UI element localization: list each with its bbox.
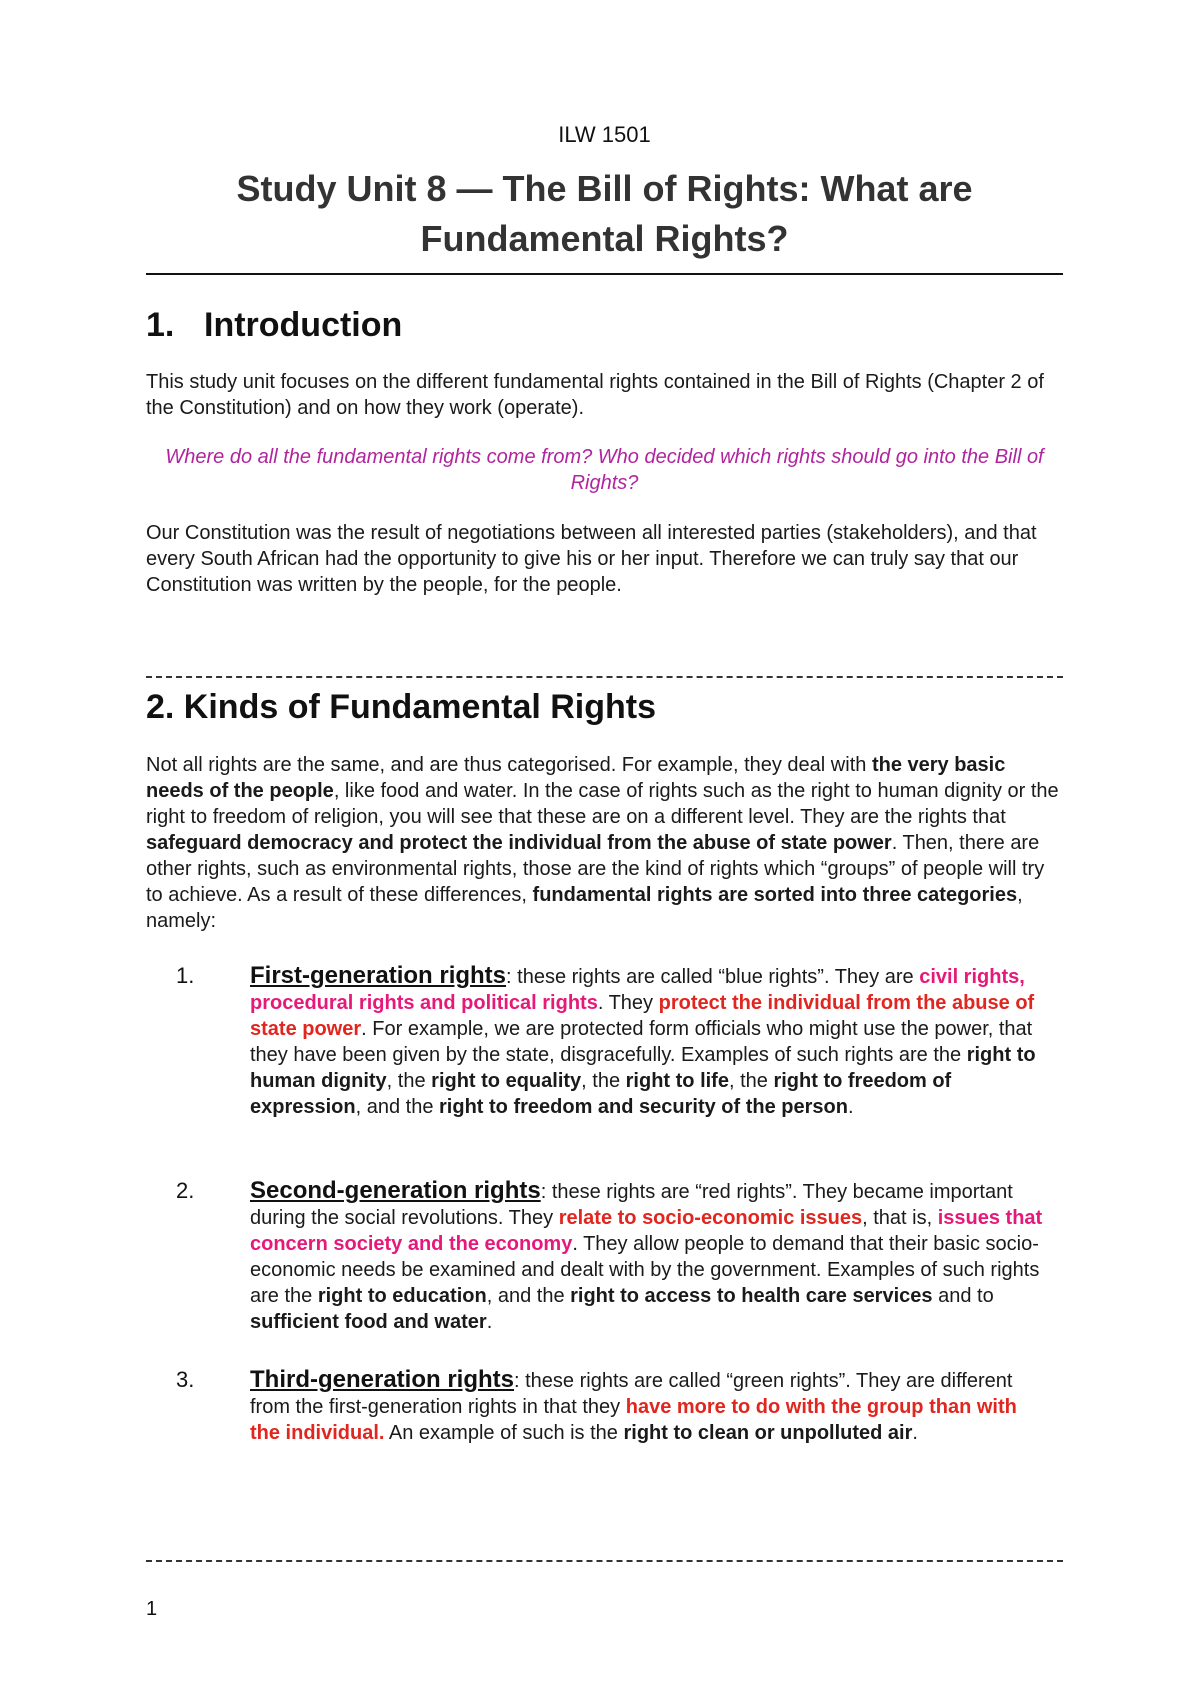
emphasis-safeguard-democracy: safeguard democracy and protect the individual from the abuse of state power xyxy=(146,832,892,854)
section-1-heading xyxy=(146,306,402,345)
list-marker: 2. xyxy=(176,1178,195,1203)
intro-paragraph: This study unit focuses on the different fundamental rights contained in the Bill of Rights (Chapter 2 of the Constitution) and on how they work (operate). xyxy=(146,371,1044,419)
term-third-generation: Third-generation rights xyxy=(250,1366,514,1393)
section-divider xyxy=(146,676,1063,678)
document-page xyxy=(146,0,1063,1696)
term-first-generation: First-generation rights xyxy=(250,962,507,989)
list-item-text: Second-generation rights: these rights are “red rights”. They became important during the social revolutions. They relate to socio-economic issues, that is, issues that concern society and the economy. They allow people to demand that their basic socio-economic needs be examined and dealt with by the government. Examples of such rights are the right to education, and the right to access to health care services and to sufficient food and water. xyxy=(250,1177,1043,1333)
page-number: 1 xyxy=(146,1598,158,1620)
course-code: ILW 1501 xyxy=(558,122,651,147)
list-item-text: First-generation rights: these rights are called “blue rights”. They are civil rights, procedural rights and political rights. They protect the individual from the abuse of state power. For example, we are protected form officials who might use the power, that they have been given by the state, disgracefully. Examples of such rights are the right to human dignity, the right to equality, the right to life, the right to freedom of expression, and the right to freedom and security of the person. xyxy=(250,962,1036,1118)
document-title: Study Unit 8 — The Bill of Rights: What are Fundamental Rights? xyxy=(236,168,973,259)
emphasis-three-categories: fundamental rights are sorted into three categories xyxy=(532,884,1018,906)
section-1-number: 1. xyxy=(146,306,175,344)
emphasis-basic-needs: the very basic needs of the people xyxy=(146,754,1006,802)
guiding-question: Where do all the fundamental rights come from? Who decided which rights should go into the Bill of Rights? xyxy=(165,446,1044,494)
bottom-divider xyxy=(146,1560,1063,1562)
categories-intro-paragraph: Not all rights are the same, and are thus categorised. For example, they deal with the very basic needs of the people, like food and water. In the case of rights such as the right to human dignity or the right to freedom of religion, you will see that these are on a different level. They are the rights that safeguard democracy and protect the individual from the abuse of state power. Then, there are other rights, such as environmental rights, those are the kind of rights which “groups” of people will try to achieve. As a result of these differences, fundamental rights are sorted into three categories, namely: xyxy=(146,754,1059,932)
constitution-paragraph: Our Constitution was the result of negotiations between all interested parties (stakeholders), and that every South African had the opportunity to give his or her input. Therefore we can truly say that our Constitution was written by the people, for the people. xyxy=(146,522,1037,596)
list-item-text: Third-generation rights: these rights are called “green rights”. They are different from the first-generation rights in that they have more to do with the group than with the individual. An example of such is the right to clean or unpolluted air. xyxy=(250,1366,1017,1444)
section-1-title: Introduction xyxy=(204,306,403,344)
section-2-heading: 2. Kinds of Fundamental Rights xyxy=(146,688,657,726)
term-second-generation: Second-generation rights xyxy=(250,1177,541,1204)
list-marker: 3. xyxy=(176,1367,195,1392)
list-marker: 1. xyxy=(176,963,195,988)
title-divider xyxy=(146,273,1063,275)
